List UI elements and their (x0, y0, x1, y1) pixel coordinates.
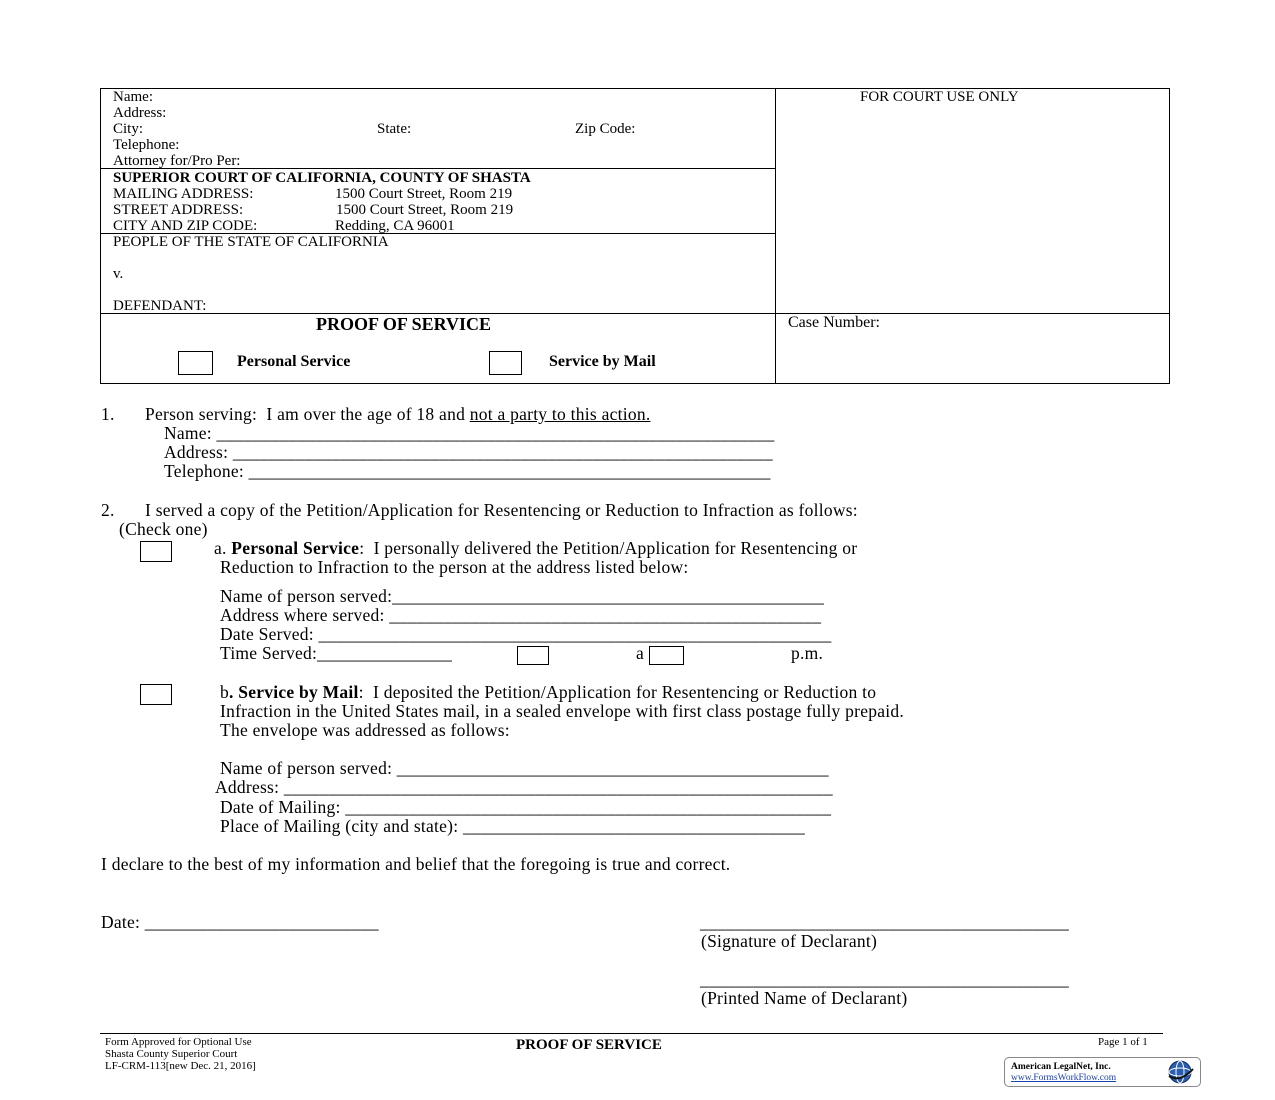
item1-text: Person serving: I am over the age of 18 and (145, 404, 470, 424)
pm-label: p.m. (791, 643, 824, 663)
telephone-label: Telephone: (113, 137, 180, 153)
footer-approved: Form Approved for Optional Use (105, 1036, 252, 1048)
item2-text: I served a copy of the Petition/Application for Resentencing or Reduction to Infraction as follows: (145, 500, 858, 520)
option-b-name-line[interactable]: Name of person served: ________________________________________________ (220, 758, 829, 778)
option-b-text3: The envelope was addressed as follows: (220, 720, 510, 740)
footer-court: Shasta County Superior Court (105, 1048, 238, 1060)
option-a-text2: Reduction to Infraction to the person at the address listed below: (220, 557, 689, 577)
option-a-prefix: a. (214, 538, 232, 558)
option-a-date-line[interactable]: Date Served: _________________________________________________________ (220, 624, 832, 644)
item1-name-line[interactable]: Name: ______________________________________________________________ (164, 423, 775, 443)
declaration-text: I declare to the best of my information and belief that the foregoing is true and correct. (101, 854, 731, 874)
option-b-place-line[interactable]: Place of Mailing (city and state): ______________________________________ (220, 816, 805, 836)
am-label: a (636, 643, 645, 663)
item1-statement (145, 404, 650, 425)
city-zip-value: Redding, CA 96001 (335, 218, 455, 234)
footer-rule (100, 1033, 1163, 1034)
option-b-prefix: b (220, 682, 229, 702)
pm-checkbox[interactable] (649, 646, 684, 665)
brand-url[interactable]: www.FormsWorkFlow.com (1011, 1073, 1117, 1083)
form-title: PROOF OF SERVICE (316, 314, 492, 334)
case-number-label: Case Number: (788, 314, 880, 331)
brand-badge[interactable] (1004, 1057, 1201, 1087)
option-a-title: Personal Service (231, 538, 360, 558)
city-zip-label: CITY AND ZIP CODE: (113, 218, 258, 234)
mailing-address-value: 1500 Court Street, Room 219 (335, 186, 513, 202)
name-label: Name: (113, 89, 153, 105)
option-b-address-line[interactable]: Address: _____________________________________________________________ (215, 777, 833, 797)
option-b-heading (220, 682, 876, 703)
item1-telephone-line[interactable]: Telephone: __________________________________________________________ (164, 461, 771, 481)
defendant-label: DEFENDANT: (113, 298, 207, 314)
street-address-label: STREET ADDRESS: (113, 202, 244, 218)
footer-form-id: LF-CRM-113[new Dec. 21, 2016] (105, 1060, 256, 1072)
personal-service-checkbox[interactable] (178, 351, 213, 375)
item1-address-line[interactable]: Address: ____________________________________________________________ (164, 442, 773, 462)
versus-label: v. (113, 266, 124, 282)
am-checkbox[interactable] (517, 646, 549, 665)
personal-service-label: Personal Service (237, 353, 351, 370)
option-a-text: : I personally delivered the Petition/Application for Resentencing or (359, 538, 858, 558)
item2-number: 2. (101, 500, 115, 520)
option-b-checkbox[interactable] (140, 684, 172, 705)
option-a-checkbox[interactable] (140, 541, 172, 562)
option-a-address-line[interactable]: Address where served: ________________________________________________ (220, 605, 822, 625)
option-b-title: . Service by Mail (229, 682, 359, 702)
printed-name-caption: (Printed Name of Declarant) (701, 988, 908, 1008)
state-label: State: (377, 121, 412, 137)
option-a-time-line[interactable]: Time Served:_______________ (220, 643, 453, 663)
item1-underlined: not a party to this action. (469, 404, 651, 424)
globe-icon (1163, 1059, 1197, 1085)
service-by-mail-checkbox[interactable] (489, 351, 522, 375)
brand-name: American LegalNet, Inc. (1011, 1062, 1111, 1072)
option-b-text: : I deposited the Petition/Application for Resentencing or Reduction to (358, 682, 877, 702)
printed-name-line[interactable]: _________________________________________ (700, 969, 1069, 989)
service-by-mail-label: Service by Mail (549, 353, 656, 370)
signature-line[interactable]: _________________________________________ (700, 912, 1069, 932)
footer-page: Page 1 of 1 (1098, 1036, 1148, 1048)
mailing-address-label: MAILING ADDRESS: (113, 186, 254, 202)
zip-label: Zip Code: (575, 121, 636, 137)
footer-title: PROOF OF SERVICE (516, 1037, 662, 1053)
option-b-text2: Infraction in the United States mail, in a sealed envelope with first class postage fully prepaid. (220, 701, 904, 721)
court-name: SUPERIOR COURT OF CALIFORNIA, COUNTY OF SHASTA (113, 170, 531, 186)
city-label: City: (113, 121, 144, 137)
address-label: Address: (113, 105, 167, 121)
attorney-label: Attorney for/Pro Per: (113, 153, 241, 169)
date-line[interactable]: Date: __________________________ (101, 912, 379, 932)
option-b-date-line[interactable]: Date of Mailing: ______________________________________________________ (220, 797, 832, 817)
signature-caption: (Signature of Declarant) (701, 931, 878, 951)
plaintiff-name: PEOPLE OF THE STATE OF CALIFORNIA (113, 234, 389, 250)
option-a-heading (214, 538, 857, 559)
item2-check-one: (Check one) (119, 519, 208, 539)
option-a-name-line[interactable]: Name of person served:________________________________________________ (220, 586, 825, 606)
street-address-value: 1500 Court Street, Room 219 (336, 202, 514, 218)
item1-number: 1. (101, 404, 115, 424)
court-use-label: FOR COURT USE ONLY (860, 89, 1019, 105)
